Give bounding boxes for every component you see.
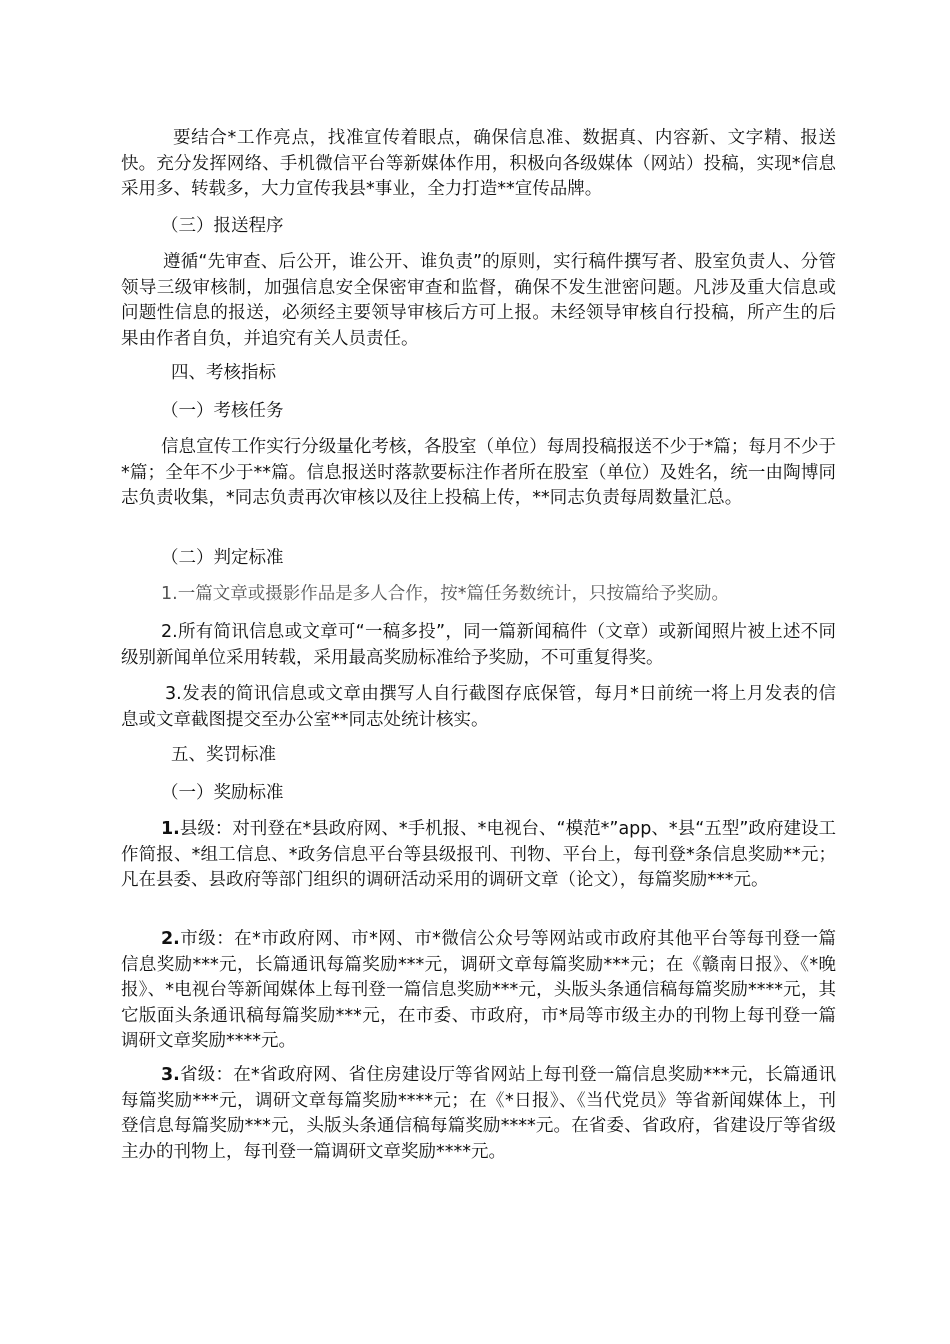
heading-reward-standard: （一）奖励标准 (161, 783, 284, 803)
item-number: 2. (161, 929, 180, 949)
item-number: 3. (161, 1065, 180, 1085)
heading-submission-procedure: （三）报送程序 (161, 216, 284, 236)
paragraph-province-level (121, 1063, 836, 1165)
paragraph-criterion-1: 1.一篇文章或摄影作品是多人合作，按*篇任务数统计，只按篇给予奖励。 (161, 584, 729, 604)
item-text: 县级：对刊登在*县政府网、*手机报、*电视台、“模范*”app、*县“五型”政府建设工作简报、*组工信息、*政务信息平台等县级报刊、刊物、平台上，每刊登*条信息奖励**元；凡在县委、县政府等部门组织的调研活动采用的调研文章（论文），每篇奖励***元。 (121, 819, 836, 891)
paragraph-criterion-3: 3.发表的简讯信息或文章由撰写人自行截图存底保管，每月*日前统一将上月发表的信息或文章截图提交至办公室**同志处统计核实。 (121, 684, 836, 730)
paragraph-publicity-focus: 要结合*工作亮点，找准宣传着眼点，确保信息准、数据真、内容新、文字精、报送快。充分发挥网络、手机微信平台等新媒体作用，积极向各级媒体（网站）投稿，实现*信息采用多、转载多，大力宣传我县*事业，全力打造**宣传品牌。 (121, 128, 836, 200)
item-text: 市级：在*市政府网、市*网、市*微信公众号等网站或市政府其他平台等每刊登一篇信息奖励***元，长篇通讯每篇奖励***元，调研文章每篇奖励***元；在《赣南日报》、《*晚报》、*电视台等新闻媒体上每刊登一篇信息奖励***元，头版头条通信稿每篇奖励****元，其它版面头条通讯稿每篇奖励***元，在市委、市政府，市*局等市级主办的刊物上每刊登一篇调研文章奖励****元。 (121, 929, 836, 1052)
heading-reward-punishment: 五、奖罚标准 (171, 745, 276, 765)
paragraph-review-principle: 遵循“先审查、后公开，谁公开、谁负责”的原则，实行稿件撰写者、股室负责人、分管领导三级审核制，加强信息安全保密审查和监督，确保不发生泄密问题。凡涉及重大信息或问题性信息的报送，必须经主要领导审核后方可上报。未经领导审核自行投稿，所产生的后果由作者自负，并追究有关人员责任。 (121, 252, 836, 349)
paragraph-quantified-assessment: 信息宣传工作实行分级量化考核，各股室（单位）每周投稿报送不少于*篇；每月不少于*篇；全年不少于**篇。信息报送时落款要标注作者所在股室（单位）及姓名，统一由陶博同志负责收集，*同志负责再次审核以及往上投稿上传，**同志负责每周数量汇总。 (121, 437, 836, 509)
heading-assessment-tasks: （一）考核任务 (161, 401, 284, 421)
item-text: 省级：在*省政府网、省住房建设厅等省网站上每刊登一篇信息奖励***元，长篇通讯每篇奖励***元，调研文章每篇奖励****元；在《*日报》、《当代党员》等省新闻媒体上，刊登信息每篇奖励***元，头版头条通信稿每篇奖励****元。在省委、省政府，省建设厅等省级主办的刊物上，每刊登一篇调研文章奖励****元。 (121, 1065, 836, 1162)
paragraph-city-level (121, 927, 836, 1055)
heading-judgment-criteria: （二）判定标准 (161, 548, 284, 568)
paragraph-criterion-2: 2.所有简讯信息或文章可“一稿多投”，同一篇新闻稿件（文章）或新闻照片被上述不同级别新闻单位采用转载，采用最高奖励标准给予奖励，不可重复得奖。 (121, 622, 836, 668)
heading-assessment-indicators: 四、考核指标 (171, 363, 276, 383)
item-number: 1. (161, 819, 180, 839)
paragraph-county-level (121, 817, 836, 894)
